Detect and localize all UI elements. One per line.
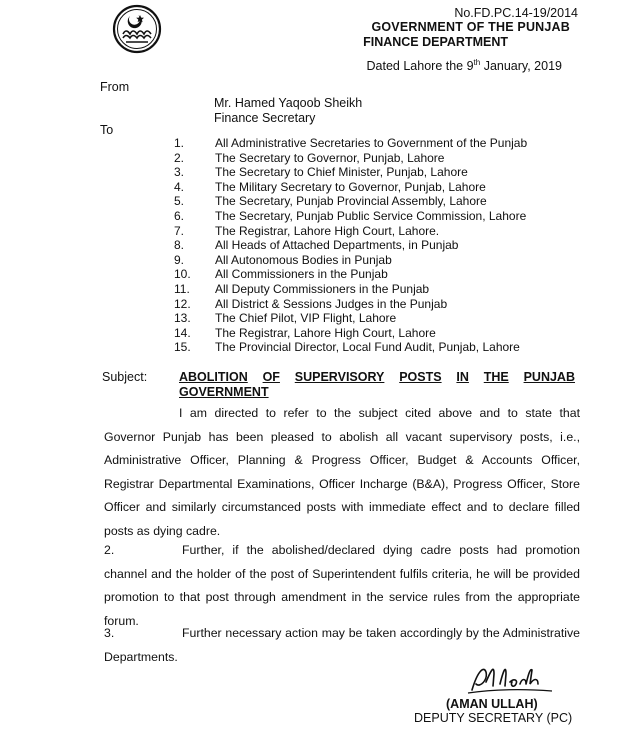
subject-word: SUPERVISORY: [294, 370, 385, 384]
recipient-item: [174, 311, 574, 326]
recipient-text: The Secretary, Punjab Provincial Assembly, Lahore: [215, 194, 487, 209]
to-label: To: [100, 123, 114, 137]
recipient-item: [174, 224, 574, 239]
paragraph-1: I am directed to refer to the subject cited above and to state that Governor Punjab has been pleased to abolish all vacant supervisory posts, i.e., Administrative Officer, Planning & Progress Officer, Budget & Accounts Officer, Registrar Departmental Examinations, Officer Incharge (B&A), Progress Officer, Store Officer and similarly circumstanced posts with immediate effect and to declare filled posts as dying cadre.: [104, 406, 580, 538]
recipient-item: [174, 297, 574, 312]
recipient-item: [174, 180, 574, 195]
paragraph-2-number: 2.: [104, 543, 115, 557]
recipient-number: 5.: [174, 194, 185, 209]
recipient-number: 9.: [174, 252, 185, 267]
recipient-text: The Military Secretary to Governor, Punjab, Lahore: [215, 179, 486, 194]
government-heading: GOVERNMENT OF THE PUNJAB: [371, 20, 570, 34]
recipient-text: All Autonomous Bodies in Punjab: [215, 252, 392, 267]
recipient-number: 1.: [174, 136, 185, 150]
recipient-item: [174, 136, 574, 151]
subject-word: POSTS: [399, 370, 442, 384]
signatory-title: DEPUTY SECRETARY (PC): [414, 711, 573, 725]
recipient-number: 8.: [174, 238, 185, 253]
recipient-number: 6.: [174, 208, 185, 223]
letter-date: Dated Lahore the 9th January, 2019: [366, 57, 562, 73]
recipient-text: All District & Sessions Judges in the Punjab: [215, 296, 448, 311]
recipient-number: 4.: [174, 179, 185, 194]
recipient-text: All Administrative Secretaries to Government of the Punjab: [215, 136, 528, 150]
recipient-text: The Provincial Director, Local Fund Audit, Punjab, Lahore: [215, 340, 520, 355]
subject-word: ABOLITION: [179, 370, 248, 384]
recipient-text: The Chief Pilot, VIP Flight, Lahore: [215, 311, 397, 326]
paragraph-2: [104, 539, 580, 633]
from-label: From: [100, 80, 130, 94]
recipient-text: The Secretary to Chief Minister, Punjab, Lahore: [215, 165, 468, 180]
reference-number: No.FD.PC.14-19/2014: [454, 6, 578, 20]
recipient-item: [174, 209, 574, 224]
recipient-number: 13.: [174, 311, 191, 326]
recipient-item: [174, 238, 574, 253]
subject-label: Subject:: [102, 370, 148, 384]
signatory-name: (AMAN ULLAH): [446, 697, 538, 711]
recipient-text: All Heads of Attached Departments, in Punjab: [215, 238, 459, 253]
subject-word: OF: [262, 370, 280, 384]
recipient-number: 3.: [174, 165, 185, 180]
recipient-text: All Deputy Commissioners in the Punjab: [215, 281, 430, 296]
recipient-item: [174, 340, 574, 355]
recipient-number: 15.: [174, 340, 191, 355]
subject-line-1: [179, 370, 575, 385]
recipient-number: 2.: [174, 150, 185, 165]
sender-name: Mr. Hamed Yaqoob Sheikh: [214, 96, 363, 110]
recipient-number: 14.: [174, 325, 191, 340]
handwritten-signature: [466, 662, 556, 698]
subject-title: [179, 370, 575, 400]
recipient-text: The Registrar, Lahore High Court, Lahore: [215, 325, 436, 340]
recipient-number: 7.: [174, 223, 185, 238]
sender-title: Finance Secretary: [214, 111, 316, 125]
paragraph-3-number: 3.: [104, 626, 115, 640]
recipient-number: 11.: [174, 281, 190, 296]
recipient-number: 12.: [174, 296, 191, 311]
recipient-text: All Commissioners in the Punjab: [215, 267, 388, 282]
recipient-item: [174, 282, 574, 297]
subject-word: PUNJAB: [523, 370, 575, 384]
paragraph-2-text: Further, if the abolished/declared dying cadre posts had promotion channel and the holder of the post of Superintendent fulfils criteria, he will be provided promotion to that post through amendment in the service rules from the appropriate forum.: [104, 543, 580, 628]
subject-word: IN: [456, 370, 469, 384]
recipient-item: [174, 326, 574, 341]
recipient-text: The Secretary to Governor, Punjab, Lahore: [215, 150, 445, 165]
recipient-text: The Registrar, Lahore High Court, Lahore.: [215, 223, 440, 238]
punjab-emblem-logo: [112, 4, 162, 54]
recipient-item: [174, 253, 574, 268]
recipient-item: [174, 194, 574, 209]
recipient-item: [174, 267, 574, 282]
subject-word: THE: [483, 370, 509, 384]
recipient-item: [174, 151, 574, 166]
subject-line-2: GOVERNMENT: [179, 385, 269, 399]
recipient-number: 10.: [174, 267, 191, 282]
recipient-item: [174, 165, 574, 180]
department-heading: FINANCE DEPARTMENT: [363, 35, 508, 49]
recipient-list: [174, 136, 574, 355]
recipient-text: The Secretary, Punjab Public Service Commission, Lahore: [215, 208, 527, 223]
paragraph-3-text: Further necessary action may be taken accordingly by the Administrative Departments.: [104, 626, 580, 664]
